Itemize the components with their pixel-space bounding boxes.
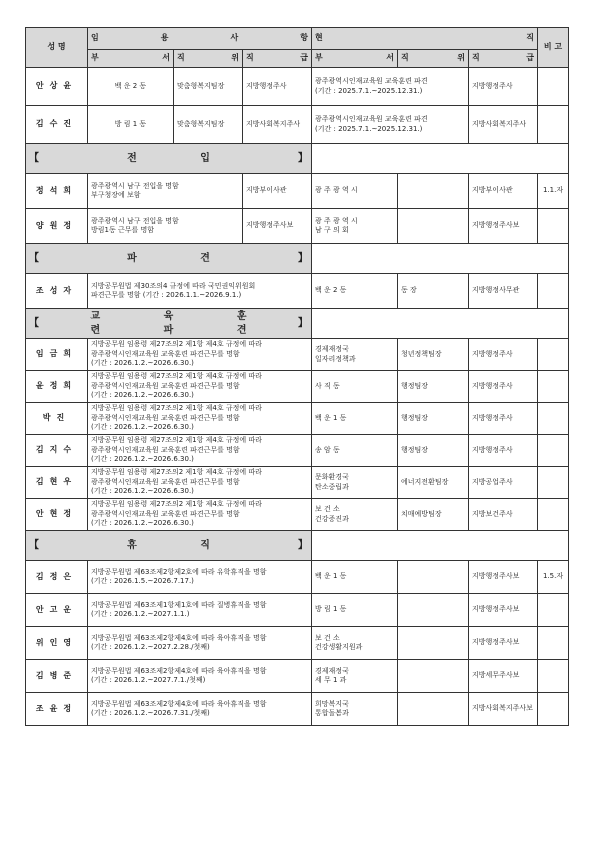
header-appointment: 임 용 사 항 <box>88 28 312 50</box>
table-row <box>26 435 569 467</box>
appointment-description: 지방공무원법 제63조제1항제1호에 따라 질병휴직을 명함 (기간 : 2026.1.2.~2027.1.1.) <box>88 594 312 627</box>
person-name: 위인영 <box>26 627 88 660</box>
appointment-description: 광주광역시 남구 전입을 명함 부구청장에 보함 <box>88 174 243 209</box>
appointment-dept: 백 운 2 동 <box>88 68 174 106</box>
appointment-position: 맞춤형복지팀장 <box>174 68 243 106</box>
current-dept: 백 운 2 동 <box>312 274 398 309</box>
appointment-grade: 지방부이사관 <box>243 174 312 209</box>
section-blank <box>312 244 569 274</box>
current-position: 행정팀장 <box>398 403 469 435</box>
header-cur-dept: 부 서 <box>312 50 398 68</box>
appointment-description: 지방공무원 임용령 제27조의2 제1항 제4호 규정에 따라 광주광역시인재교육원 교육훈련 파견근무를 명함 (기간 : 2026.1.2.~2026.6.30.) <box>88 499 312 531</box>
header-name: 성 명 <box>26 28 88 68</box>
current-grade: 지방행정주사 <box>469 435 538 467</box>
current-dept: 백 운 1 동 <box>312 561 398 594</box>
header-cur-position: 직 위 <box>398 50 469 68</box>
current-dept: 송 암 동 <box>312 435 398 467</box>
current-dept: 광주광역시인재교육원 교육훈련 파견 (기간 : 2025.7.1.~2025.12.31.) <box>312 68 469 106</box>
section-title-text: 파 견 <box>127 252 240 264</box>
section-header-row <box>26 244 569 274</box>
remarks: 1.5.자 <box>538 561 569 594</box>
current-grade: 지방행정주사보 <box>469 561 538 594</box>
remarks <box>538 435 569 467</box>
appointment-position: 맞춤형복지팀장 <box>174 106 243 144</box>
current-grade: 지방사회복지주사 <box>469 106 538 144</box>
section-title-training <box>26 309 312 339</box>
appointment-description: 지방공무원 임용령 제27조의2 제1항 제4호 규정에 따라 광주광역시인재교육원 교육훈련 파견근무를 명함 (기간 : 2026.1.2.~2026.6.30.) <box>88 339 312 371</box>
section-title-dispatch <box>26 244 312 274</box>
table-row <box>26 627 569 660</box>
current-position <box>398 561 469 594</box>
appointment-description: 지방공무원법 제30조의4 규정에 따라 국민권익위원회 파견근무를 명함 (기간 : 2026.1.1.~2026.9.1.) <box>88 274 312 309</box>
header-current: 현 직 <box>312 28 538 50</box>
current-position <box>398 594 469 627</box>
table-row <box>26 339 569 371</box>
current-dept: 광 주 광 역 시 남 구 의 회 <box>312 209 398 244</box>
table-row <box>26 467 569 499</box>
current-dept: 광 주 광 역 시 <box>312 174 398 209</box>
current-grade: 지방보건주사 <box>469 499 538 531</box>
person-name: 조성자 <box>26 274 88 309</box>
person-name: 윤정희 <box>26 371 88 403</box>
appointment-grade: 지방행정주사보 <box>243 209 312 244</box>
header-grade: 직 급 <box>243 50 312 68</box>
current-dept: 백 운 1 동 <box>312 403 398 435</box>
appointment-description: 지방공무원법 제63조제2항제2호에 따라 유학휴직을 명함 (기간 : 2026.1.5.~2026.7.17.) <box>88 561 312 594</box>
table-row <box>26 274 569 309</box>
appointment-description: 지방공무원법 제63조제2항제4호에 따라 육아휴직을 명함 (기간 : 2026.1.2.~2027.7.1./첫째) <box>88 660 312 693</box>
table-row <box>26 174 569 209</box>
current-position <box>398 627 469 660</box>
current-grade: 지방행정주사 <box>469 403 538 435</box>
left-bracket: 【 <box>29 152 39 164</box>
header-dept: 부 서 <box>88 50 174 68</box>
person-name: 김현우 <box>26 467 88 499</box>
current-dept: 보 건 소 건강증진과 <box>312 499 398 531</box>
current-grade: 지방행정주사 <box>469 371 538 403</box>
person-name: 김수진 <box>26 106 88 144</box>
right-bracket: 】 <box>298 252 309 264</box>
right-bracket: 】 <box>298 317 309 329</box>
person-name: 박진 <box>26 403 88 435</box>
section-title-text: 교 육 훈 련 파 견 <box>90 311 277 336</box>
right-bracket: 】 <box>298 152 309 164</box>
remarks <box>538 660 569 693</box>
remarks <box>538 339 569 371</box>
table-row <box>26 693 569 726</box>
remarks <box>538 499 569 531</box>
person-name: 양원정 <box>26 209 88 244</box>
table-row <box>26 403 569 435</box>
section-title-transfer_in <box>26 144 312 174</box>
current-position: 행정팀장 <box>398 435 469 467</box>
current-position <box>398 693 469 726</box>
current-grade: 지방행정주사 <box>469 68 538 106</box>
appointment-description: 광주광역시 남구 전입을 명함 방림1동 근무를 명함 <box>88 209 243 244</box>
section-blank <box>312 309 569 339</box>
current-position <box>398 209 469 244</box>
appointment-description: 지방공무원 임용령 제27조의2 제1항 제4호 규정에 따라 광주광역시인재교육원 교육훈련 파견근무를 명함 (기간 : 2026.1.2.~2026.6.30.) <box>88 371 312 403</box>
current-dept: 광주광역시인재교육원 교육훈련 파견 (기간 : 2025.7.1.~2025.12.31.) <box>312 106 469 144</box>
appointment-description: 지방공무원 임용령 제27조의2 제1항 제4호 규정에 따라 광주광역시인재교육원 교육훈련 파견근무를 명함 (기간 : 2026.1.2.~2026.6.30.) <box>88 435 312 467</box>
current-dept: 보 건 소 건강생활지원과 <box>312 627 398 660</box>
appointment-description: 지방공무원법 제63조제2항제4호에 따라 육아휴직을 명함 (기간 : 2026.1.2.~2027.2.28./첫째) <box>88 627 312 660</box>
person-name: 정석희 <box>26 174 88 209</box>
remarks <box>538 403 569 435</box>
person-name: 김병준 <box>26 660 88 693</box>
current-position: 치매예방팀장 <box>398 499 469 531</box>
person-name: 김정은 <box>26 561 88 594</box>
remarks <box>538 106 569 144</box>
remarks <box>538 594 569 627</box>
remarks <box>538 693 569 726</box>
remarks: 1.1.자 <box>538 174 569 209</box>
section-title-text: 전 입 <box>127 152 240 164</box>
table-row <box>26 209 569 244</box>
header-row-1 <box>26 28 569 50</box>
table-row <box>26 371 569 403</box>
appointment-dept: 방 림 1 동 <box>88 106 174 144</box>
header-position: 직 위 <box>174 50 243 68</box>
section-title-leave <box>26 531 312 561</box>
table-row <box>26 68 569 106</box>
current-grade: 지방행정사무관 <box>469 274 538 309</box>
appointment-description: 지방공무원 임용령 제27조의2 제1항 제4호 규정에 따라 광주광역시인재교육원 교육훈련 파견근무를 명함 (기간 : 2026.1.2.~2026.6.30.) <box>88 403 312 435</box>
header-cur-grade: 직 급 <box>469 50 538 68</box>
table-row <box>26 660 569 693</box>
current-grade: 지방공업주사 <box>469 467 538 499</box>
current-grade: 지방사회복지주사보 <box>469 693 538 726</box>
person-name: 조윤정 <box>26 693 88 726</box>
appointment-grade: 지방행정주사 <box>243 68 312 106</box>
table-row <box>26 561 569 594</box>
remarks <box>538 68 569 106</box>
current-position <box>398 660 469 693</box>
remarks <box>538 627 569 660</box>
section-blank <box>312 144 569 174</box>
section-title-text: 휴 직 <box>127 539 240 551</box>
current-dept: 사 직 동 <box>312 371 398 403</box>
current-grade: 지방세무주사보 <box>469 660 538 693</box>
left-bracket: 【 <box>29 539 39 551</box>
current-position: 청년정책팀장 <box>398 339 469 371</box>
table-row <box>26 499 569 531</box>
table-row <box>26 106 569 144</box>
left-bracket: 【 <box>29 252 39 264</box>
person-name: 임금희 <box>26 339 88 371</box>
person-name: 안고운 <box>26 594 88 627</box>
remarks <box>538 209 569 244</box>
current-position: 동 장 <box>398 274 469 309</box>
left-bracket: 【 <box>29 317 39 329</box>
current-dept: 희망복지국 통합돌봄과 <box>312 693 398 726</box>
header-remarks: 비 고 <box>538 28 569 68</box>
current-grade: 지방행정주사보 <box>469 627 538 660</box>
appointment-description: 지방공무원 임용령 제27조의2 제1항 제4호 규정에 따라 광주광역시인재교육원 교육훈련 파견근무를 명함 (기간 : 2026.1.2.~2026.6.30.) <box>88 467 312 499</box>
current-position: 행정팀장 <box>398 371 469 403</box>
current-grade: 지방부이사관 <box>469 174 538 209</box>
current-dept: 경제재정국 일자리정책과 <box>312 339 398 371</box>
table-row <box>26 594 569 627</box>
current-grade: 지방행정주사보 <box>469 209 538 244</box>
current-grade: 지방행정주사보 <box>469 594 538 627</box>
current-grade: 지방행정주사 <box>469 339 538 371</box>
person-name: 안상윤 <box>26 68 88 106</box>
current-dept: 문화환경국 탄소중립과 <box>312 467 398 499</box>
section-header-row <box>26 531 569 561</box>
person-name: 김지수 <box>26 435 88 467</box>
current-dept: 경제재정국 세 무 1 과 <box>312 660 398 693</box>
current-position: 에너지전환팀장 <box>398 467 469 499</box>
appointment-grade: 지방사회복지주사 <box>243 106 312 144</box>
person-name: 안현정 <box>26 499 88 531</box>
current-position <box>398 174 469 209</box>
section-blank <box>312 531 569 561</box>
right-bracket: 】 <box>298 539 309 551</box>
section-header-row <box>26 144 569 174</box>
header-row-2 <box>26 50 569 68</box>
appointment-description: 지방공무원법 제63조제2항제4호에 따라 육아휴직을 명함 (기간 : 2026.1.2.~2026.7.31./첫째) <box>88 693 312 726</box>
current-dept: 방 림 1 동 <box>312 594 398 627</box>
section-header-row <box>26 309 569 339</box>
remarks <box>538 371 569 403</box>
remarks <box>538 274 569 309</box>
personnel-roster-table <box>25 27 569 726</box>
remarks <box>538 467 569 499</box>
